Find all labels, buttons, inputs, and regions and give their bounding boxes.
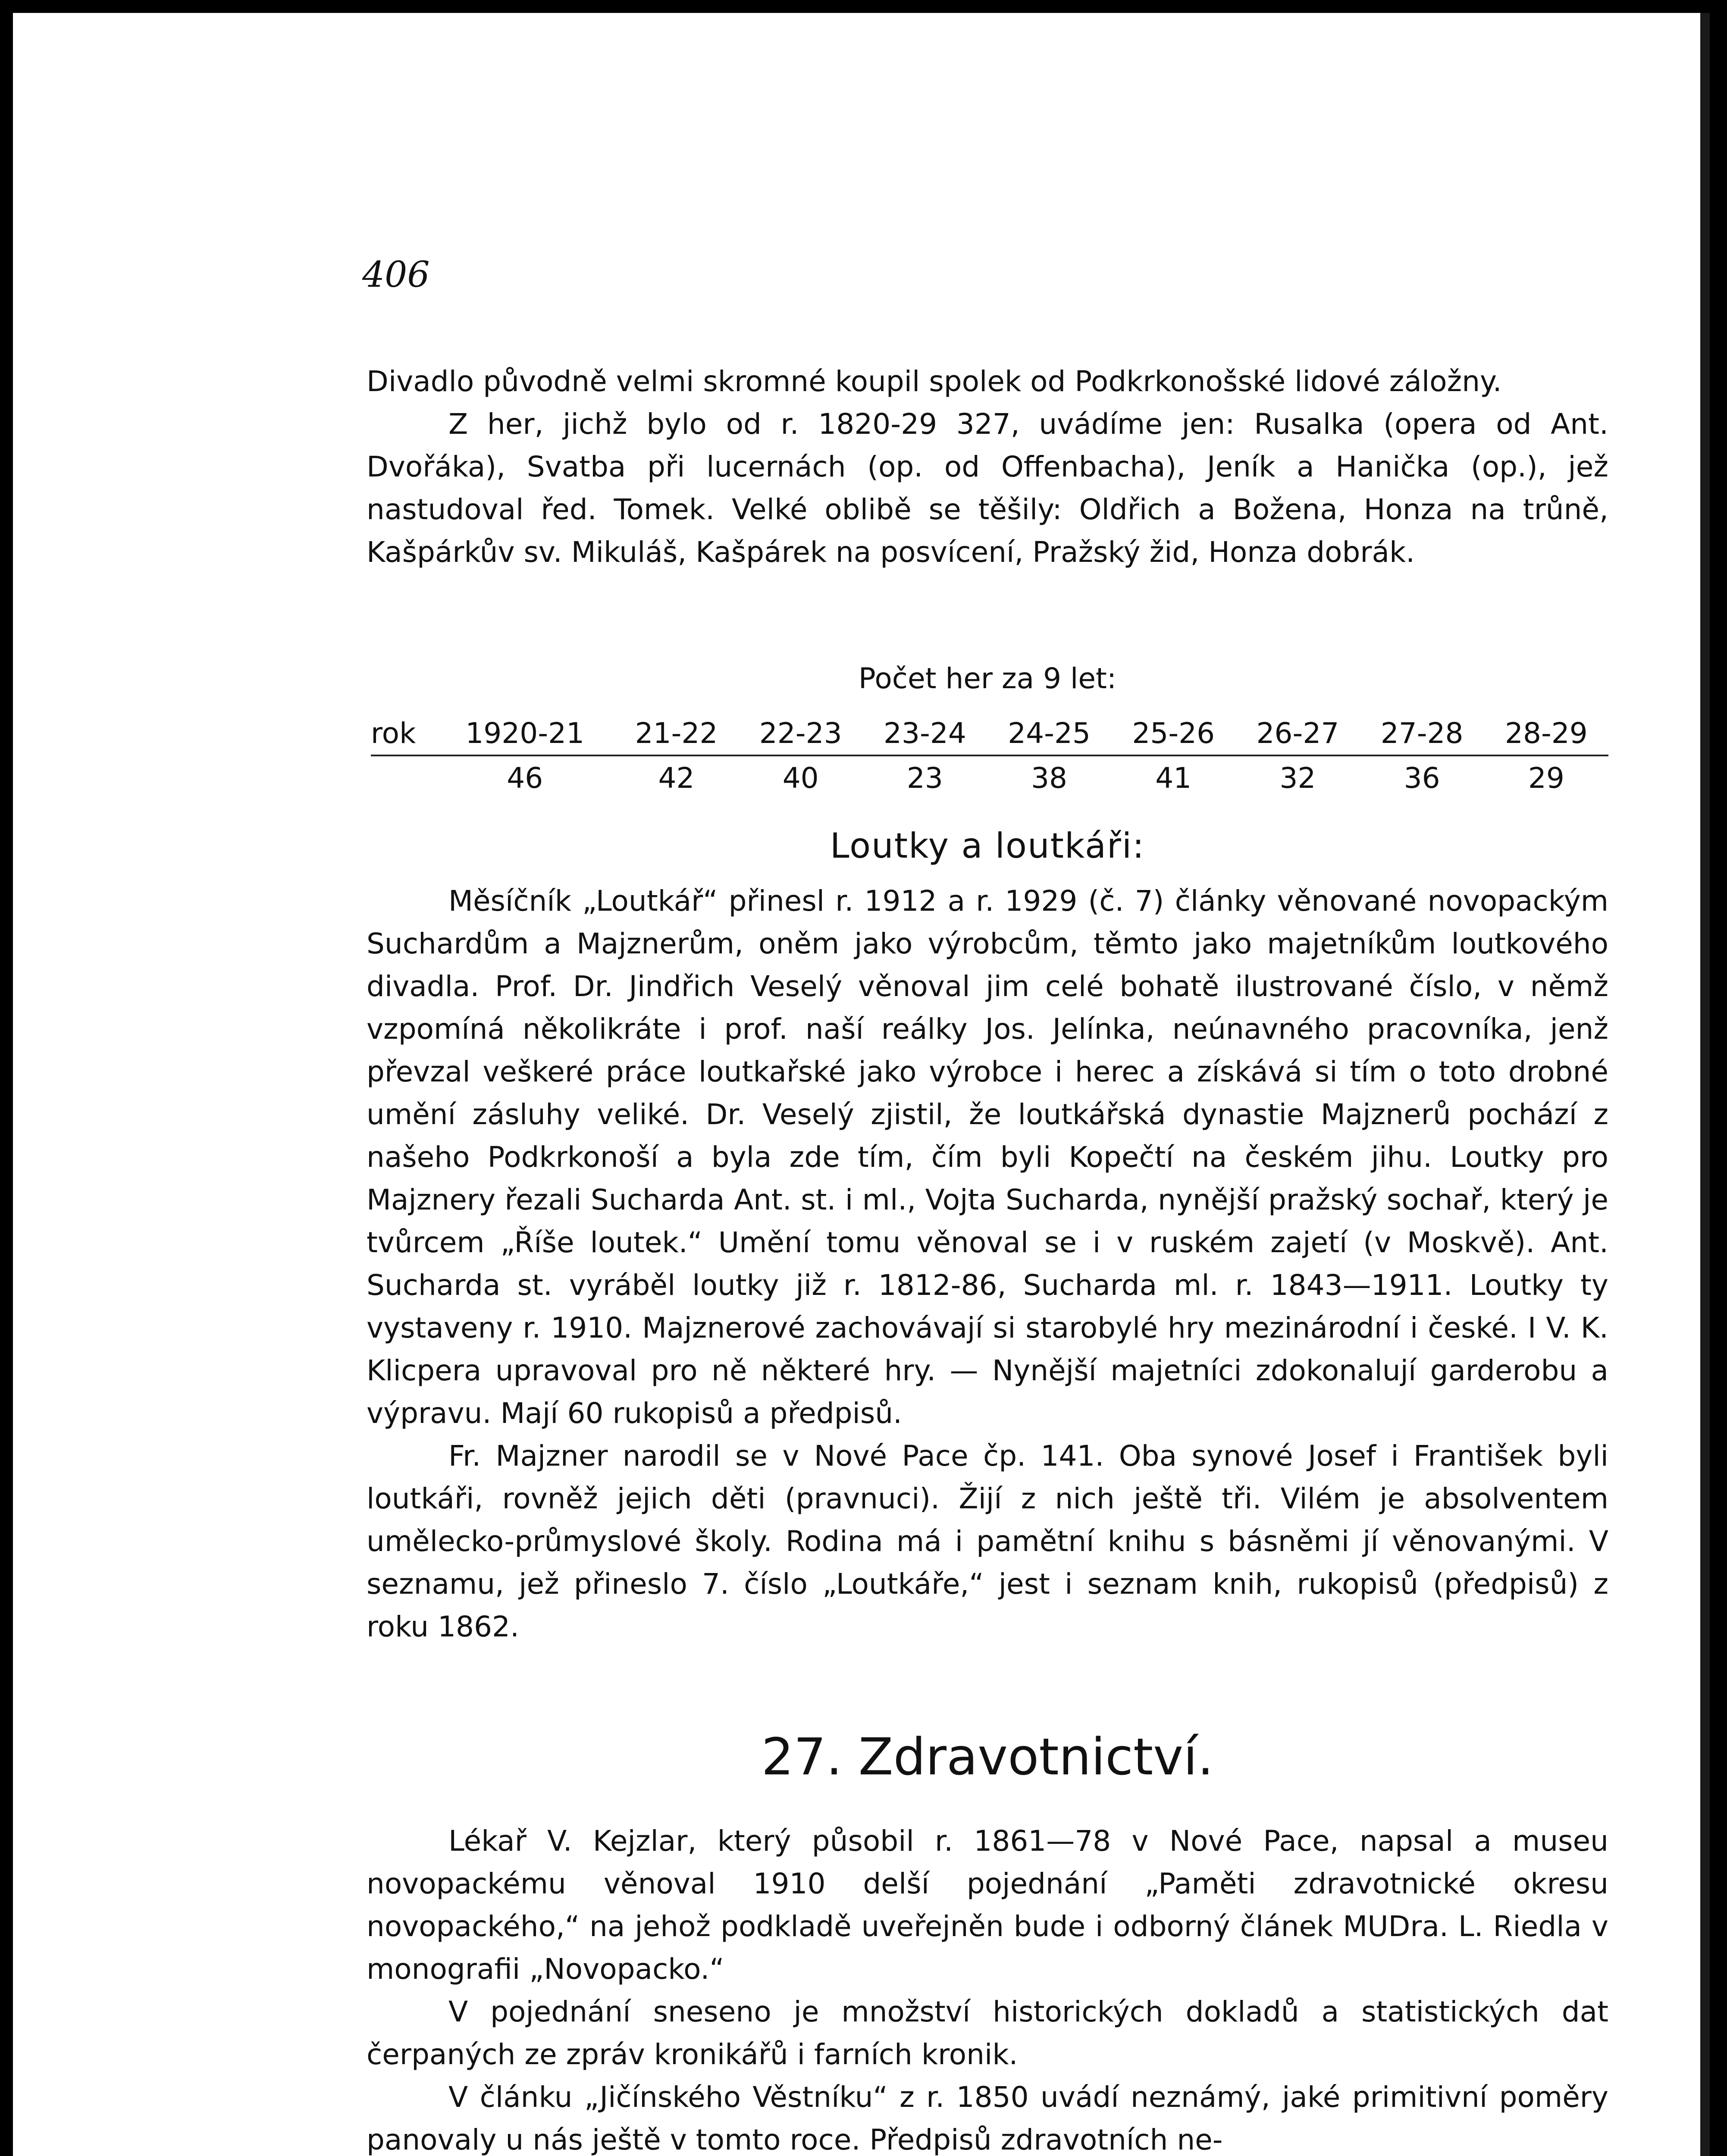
count-cell: 38 bbox=[1031, 761, 1068, 795]
puppets-paragraph: Fr. Majzner narodil se v Nové Pace čp. 141. Oba synové Josef i František byli loutkáři, rovněž jejich děti (pravnuci). Žijí z nich ještě tři. Vilém je absolventem umělecko-průmyslové školy. Rodina má i pamětní knihu s básněmi jí věnovanými. V seznamu, jež přineslo 7. číslo „Loutkáře,“ jest i seznam knih, rukopisů (předpisů) z roku 1862. bbox=[367, 1439, 1608, 1643]
intro-paragraph: Divadlo původně velmi skromné koupil spolek od Podkrkonošské lidové záložny. bbox=[367, 365, 1502, 398]
book-page bbox=[13, 13, 1710, 2156]
stats-caption: Počet her za 9 let: bbox=[858, 662, 1117, 695]
section-paragraph: V pojednání sneseno je množství historických dokladů a statistických dat čerpaných ze zpráv kronikářů i farních kronik. bbox=[367, 1995, 1608, 2071]
count-cell: 46 bbox=[507, 761, 543, 795]
table-row bbox=[371, 755, 1608, 799]
section-paragraph: V článku „Jičínského Věstníku“ z r. 1850 uvádí neznámý, jaké primitivní poměry panovaly u nás ještě v tomto roce. Předpisů zdravotních ne- bbox=[367, 2081, 1608, 2156]
count-cell: 23 bbox=[906, 761, 943, 795]
empty-cell bbox=[371, 755, 436, 799]
count-cell: 32 bbox=[1279, 761, 1316, 795]
row-label: rok bbox=[371, 711, 436, 755]
year-cell: 25-26 bbox=[1111, 711, 1235, 755]
intro-text bbox=[367, 360, 1608, 573]
puppets-heading: Loutky a loutkáři: bbox=[830, 826, 1145, 866]
count-cell: 29 bbox=[1528, 761, 1564, 795]
year-cell: 24-25 bbox=[987, 711, 1111, 755]
count-cell: 41 bbox=[1155, 761, 1192, 795]
year-cell: 26-27 bbox=[1235, 711, 1360, 755]
count-cell: 40 bbox=[782, 761, 819, 795]
count-cell: 42 bbox=[658, 761, 695, 795]
year-cell: 23-24 bbox=[863, 711, 987, 755]
intro-paragraph: Z her, jichž bylo od r. 1820-29 327, uvádíme jen: Rusalka (opera od Ant. Dvořáka), Svatba při lucernách (op. od Offenbacha), Jeník a Hanička (op.), jež nastudoval řed. Tomek. Velké oblibě se těšily: Oldřich a Božena, Honza na trůně, Kašpárkův sv. Mikuláš, Kašpárek na posvícení, Pražský žid, Honza dobrák. bbox=[367, 407, 1608, 569]
section-paragraph: Lékař V. Kejzlar, který působil r. 1861—78 v Nové Pace, napsal a museu novopackému věnoval 1910 delší pojednání „Paměti zdravotnické okresu novopackého,“ na jehož podkladě uveřejněn bude i odborný článek MUDra. L. Riedla v monografii „Novopacko.“ bbox=[367, 1824, 1608, 1986]
plays-per-season-table bbox=[371, 711, 1608, 799]
year-cell: 1920-21 bbox=[436, 711, 614, 755]
page-number: 406 bbox=[362, 254, 430, 295]
year-cell: 21-22 bbox=[614, 711, 738, 755]
page-edge-shadow bbox=[1700, 13, 1710, 2156]
year-cell: 28-29 bbox=[1484, 711, 1608, 755]
section-title: 27. Zdravotnictví. bbox=[761, 1727, 1214, 1786]
section-text bbox=[367, 1820, 1608, 2156]
year-cell: 22-23 bbox=[739, 711, 863, 755]
puppets-paragraph: Měsíčník „Loutkář“ přinesl r. 1912 a r. 1929 (č. 7) články věnované novopackým Suchardům a Majznerům, oněm jako výrobcům, těmto jako majetníkům loutkového divadla. Prof. Dr. Jindřich Veselý věnoval jim celé bohatě ilustrované číslo, v němž vzpomíná několikráte i prof. naší reálky Jos. Jelínka, neúnavného pracovníka, jenž převzal veškeré práce loutkařské jako výrobce i herec a získává si tím o toto drobné umění zásluhy veliké. Dr. Veselý zjistil, že loutkářská dynastie Majznerů pochází z našeho Podkrkonoší a byla zde tím, čím byli Kopečtí na českém jihu. Loutky pro Majznery řezali Sucharda Ant. st. i ml., Vojta Sucharda, nynější pražský sochař, který je tvůrcem „Říše loutek.“ Umění tomu věnoval se i v ruském zajetí (v Moskvě). Ant. Sucharda st. vyráběl loutky již r. 1812-86, Sucharda ml. r. 1843—1911. Loutky ty vystaveny r. 1910. Majznerové zachovávají si starobylé hry mezinárodní i české. I V. K. Klicpera upravoval pro ně některé hry. — Nynější majetníci zdokonalují garderobu a výpravu. Mají 60 rukopisů a předpisů. bbox=[367, 884, 1608, 1430]
table-header-row bbox=[371, 711, 1608, 755]
count-cell: 36 bbox=[1404, 761, 1440, 795]
year-cell: 27-28 bbox=[1360, 711, 1484, 755]
puppets-text bbox=[367, 880, 1608, 1648]
